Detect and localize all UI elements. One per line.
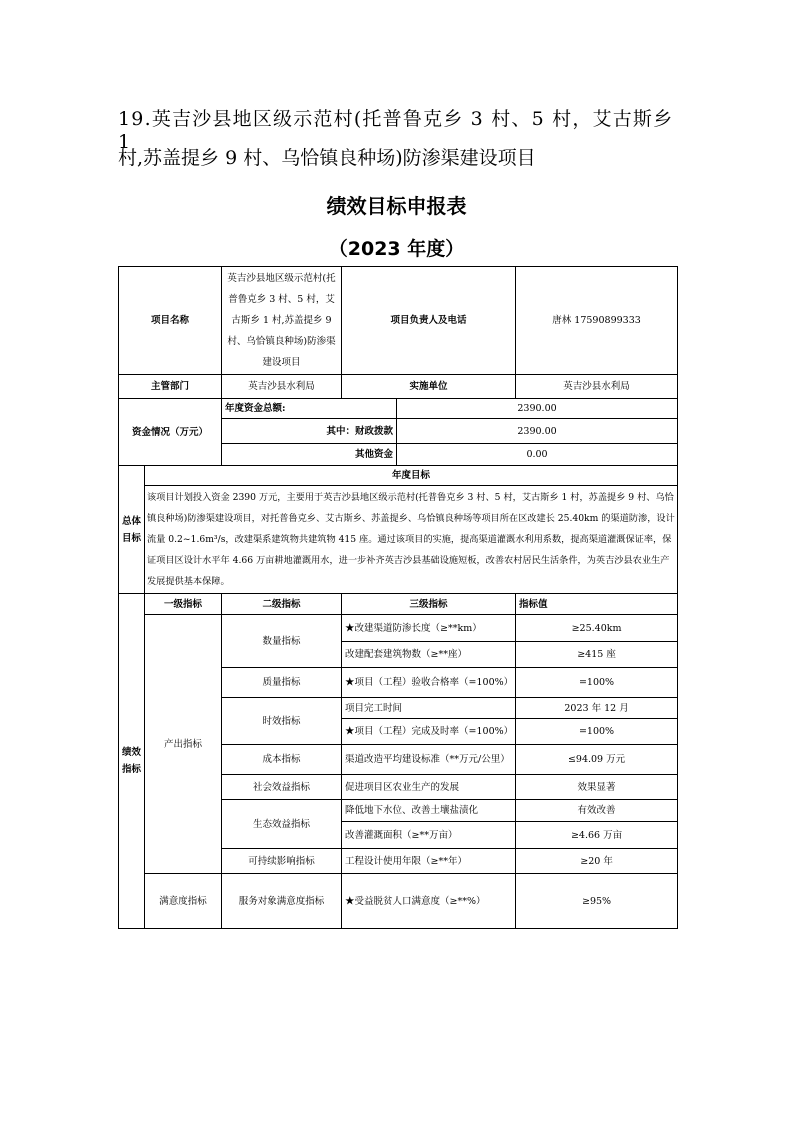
project-name-row bbox=[119, 267, 678, 375]
level3-cell: 改善灌溉面积（≥**万亩） bbox=[342, 822, 516, 849]
value-cell: ≥415 座 bbox=[516, 642, 678, 668]
value-cell: =100% bbox=[516, 668, 678, 698]
table-row bbox=[119, 874, 678, 929]
project-name-label: 项目名称 bbox=[119, 267, 222, 375]
value-cell: ≥95% bbox=[516, 874, 678, 929]
header-level2: 二级指标 bbox=[222, 594, 342, 615]
level3-cell: 促进项目区农业生产的发展 bbox=[342, 775, 516, 800]
header-level1: 一级指标 bbox=[145, 594, 222, 615]
level2-cell: 社会效益指标 bbox=[222, 775, 342, 800]
value-cell: ≤94.09 万元 bbox=[516, 745, 678, 775]
project-heading-line2: 村,苏盖提乡 9 村、乌恰镇良种场)防渗渠建设项目 bbox=[118, 147, 536, 169]
level3-cell: ★改建渠道防渗长度（≥**km） bbox=[342, 615, 516, 642]
value-cell: ≥4.66 万亩 bbox=[516, 822, 678, 849]
indicator-header-row bbox=[119, 594, 678, 615]
goal-text-row bbox=[119, 486, 678, 594]
project-manager-label: 项目负责人及电话 bbox=[342, 267, 516, 375]
value-cell: 有效改善 bbox=[516, 800, 678, 822]
level3-cell: 改建配套建筑物数（≥**座） bbox=[342, 642, 516, 668]
level3-cell: 项目完工时间 bbox=[342, 698, 516, 719]
value-cell: =100% bbox=[516, 719, 678, 745]
department-row bbox=[119, 375, 678, 399]
level2-cell: 生态效益指标 bbox=[222, 800, 342, 849]
project-name-value: 英吉沙县地区级示范村(托普鲁克乡 3 村、5 村，艾古斯乡 1 村,苏盖提乡 9 村、乌恰镇良种场)防渗渠建设项目 bbox=[222, 267, 342, 375]
level3-cell: 工程设计使用年限（≥**年） bbox=[342, 849, 516, 874]
value-cell: ≥25.40km bbox=[516, 615, 678, 642]
level2-cell: 时效指标 bbox=[222, 698, 342, 745]
value-cell: ≥20 年 bbox=[516, 849, 678, 874]
funds-total-row bbox=[119, 399, 678, 419]
funds-fiscal-value: 2390.00 bbox=[397, 419, 678, 444]
funds-other-label: 其他资金 bbox=[222, 444, 397, 466]
level2-cell: 服务对象满意度指标 bbox=[222, 874, 342, 929]
level3-cell: ★受益脱贫人口满意度（≥**%） bbox=[342, 874, 516, 929]
funds-fiscal-label: 其中：财政拨款 bbox=[222, 419, 397, 444]
funds-total-label: 年度资金总额: bbox=[222, 399, 397, 419]
level3-cell: ★项目（工程）验收合格率（=100%） bbox=[342, 668, 516, 698]
level1-output: 产出指标 bbox=[145, 615, 222, 874]
indicator-side-label: 绩效指标 bbox=[119, 594, 145, 929]
funds-other-value: 0.00 bbox=[397, 444, 678, 466]
value-cell: 2023 年 12 月 bbox=[516, 698, 678, 719]
level2-cell: 数量指标 bbox=[222, 615, 342, 668]
level1-satisfaction: 满意度指标 bbox=[145, 874, 222, 929]
funds-total-value: 2390.00 bbox=[397, 399, 678, 419]
project-heading-line1: 19.英吉沙县地区级示范村(托普鲁克乡 3 村、5 村，艾古斯乡 1 bbox=[118, 108, 674, 153]
level3-cell: 降低地下水位、改善土壤盐渍化 bbox=[342, 800, 516, 822]
funds-label: 资金情况（万元） bbox=[119, 399, 222, 466]
header-value: 指标值 bbox=[516, 594, 678, 615]
header-level3: 三级指标 bbox=[342, 594, 516, 615]
department-value: 英吉沙县水利局 bbox=[222, 375, 342, 399]
goal-header: 年度目标 bbox=[145, 466, 678, 486]
goal-side-label: 总体目标 bbox=[119, 466, 145, 594]
level2-cell: 成本指标 bbox=[222, 745, 342, 775]
level2-cell: 可持续影响指标 bbox=[222, 849, 342, 874]
goal-header-row bbox=[119, 466, 678, 486]
project-manager-value: 唐林 17590899333 bbox=[516, 267, 678, 375]
level3-cell: 渠道改造平均建设标准（**万元/公里） bbox=[342, 745, 516, 775]
value-cell: 效果显著 bbox=[516, 775, 678, 800]
table-row bbox=[119, 615, 678, 642]
level3-cell: ★项目（工程）完成及时率（=100%） bbox=[342, 719, 516, 745]
implementer-value: 英吉沙县水利局 bbox=[516, 375, 678, 399]
implementer-label: 实施单位 bbox=[342, 375, 516, 399]
form-title: 绩效目标申报表 bbox=[326, 194, 467, 218]
level2-cell: 质量指标 bbox=[222, 668, 342, 698]
goal-text: 该项目计划投入资金 2390 万元，主要用于英吉沙县地区级示范村(托普鲁克乡 3 村、5 村，艾古斯乡 1 村，苏盖提乡 9 村、乌恰镇良种场)防渗渠建设项目，对托普鲁克乡、艾古斯乡、苏盖提乡、乌恰镇良种场等项目所在区改建长 25.40km 的渠道防渗，设计流量 0.2~1.6m³/s，改建渠系建筑物共建筑物 415 座。通过该项目的实施，提高渠道灌溉水利用系数，提高渠道灌溉保证率，保证项目区设计水平年 4.66 万亩耕地灌溉用水，进一步补齐英吉沙县基础设施短板，改善农村居民生活条件，为英吉沙县农业生产发展提供基本保障。 bbox=[145, 486, 678, 594]
performance-target-table bbox=[118, 266, 678, 929]
department-label: 主管部门 bbox=[119, 375, 222, 399]
form-year: （2023 年度） bbox=[328, 238, 465, 260]
